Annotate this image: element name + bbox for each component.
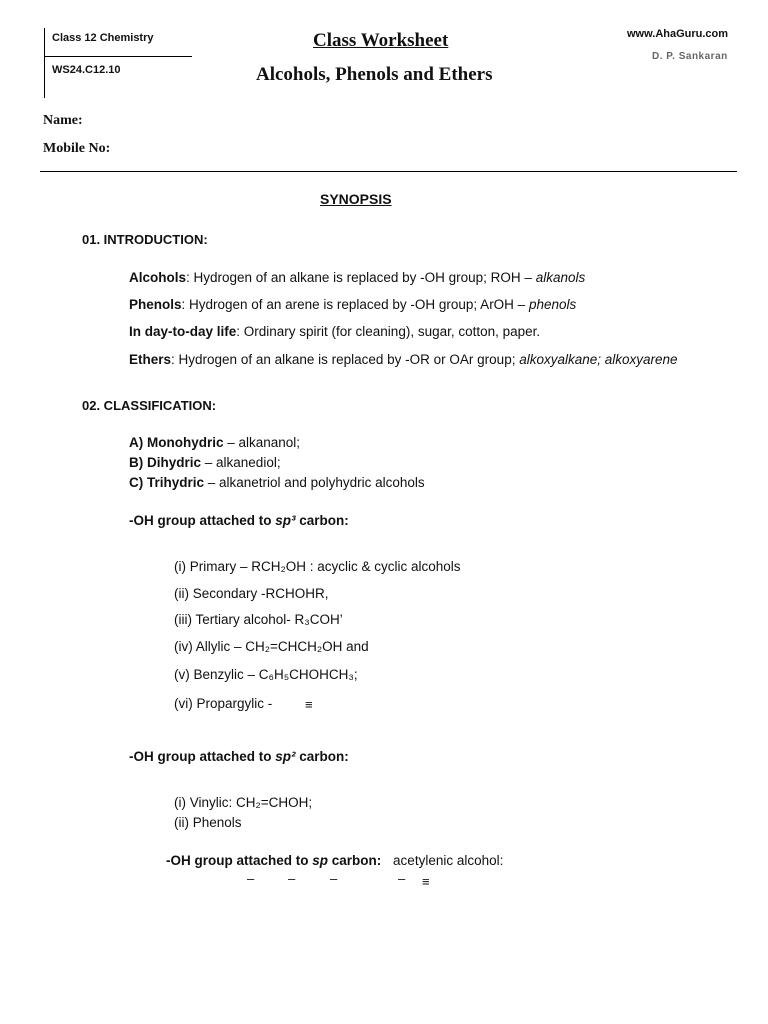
alcohols-term: Alcohols (129, 270, 187, 285)
di-term: B) Dihydric (129, 455, 202, 470)
sp-italic: sp (312, 853, 329, 868)
sp3-item-allylic: (iv) Allylic – CH₂=CHCH₂OH and (174, 639, 369, 654)
sp3-italic: sp³ (275, 513, 296, 528)
phenols-italic: phenols (528, 297, 577, 312)
tri-text: – alkanetriol and polyhydric alcohols (204, 475, 425, 490)
sp3-item-primary: (i) Primary – RCH₂OH : acyclic & cyclic alcohols (174, 559, 461, 574)
alcohols-text: : Hydrogen of an alkane is replaced by -OH group; ROH – (186, 270, 536, 285)
sp3-item-tertiary: (iii) Tertiary alcohol- R₃COH’ (174, 612, 343, 627)
sp2-italic: sp² (275, 749, 296, 764)
tri-term: C) Trihydric (129, 475, 205, 490)
triple-bond-symbol-2: ≡ (422, 874, 430, 889)
header-divider (40, 171, 737, 172)
sp2-item-phenols: (ii) Phenols (174, 815, 242, 830)
intro-alcohols-line (129, 270, 585, 285)
mono-text: – alkananol; (223, 435, 301, 450)
dash-symbol-1: – (247, 871, 255, 886)
name-field-label: Name: (43, 113, 83, 128)
ethers-term: Ethers (129, 352, 172, 367)
alcohols-italic: alkanols (535, 270, 586, 285)
mobile-field-label: Mobile No: (43, 141, 111, 156)
sp3-prefix: -OH group attached to (129, 513, 276, 528)
triple-bond-symbol: ≡ (305, 697, 313, 712)
worksheet-code: WS24.C12.10 (52, 64, 121, 76)
class-tri-line (129, 475, 425, 490)
sp-prefix: -OH group attached to (166, 853, 313, 868)
website-link[interactable]: www.AhaGuru.com (627, 28, 729, 40)
class-mono-line (129, 435, 300, 450)
intro-daily-line (129, 324, 540, 339)
dash-symbol-3: – (330, 871, 338, 886)
phenols-text: : Hydrogen of an arene is replaced by -OH group; ArOH – (181, 297, 529, 312)
class-di-line (129, 455, 281, 470)
daily-text: : Ordinary spirit (for cleaning), sugar, cotton, paper. (236, 324, 541, 339)
intro-heading: 01. INTRODUCTION: (82, 232, 208, 247)
classification-heading: 02. CLASSIFICATION: (82, 398, 217, 413)
page-title: Class Worksheet (313, 30, 449, 51)
di-text: – alkanediol; (201, 455, 281, 470)
sp3-item-propargylic: (vi) Propargylic - (174, 696, 273, 711)
ethers-text: : Hydrogen of an alkane is replaced by -OR or OAr group; (171, 352, 520, 367)
daily-term: In day-to-day life (129, 324, 237, 339)
sp-suffix: carbon: (328, 853, 382, 868)
ethers-italic: alkoxyalkane; alkoxyarene (519, 352, 678, 367)
dash-symbol-4: – (398, 871, 406, 886)
sp3-item-secondary: (ii) Secondary -RCHOHR, (174, 586, 329, 601)
intro-phenols-line (129, 297, 576, 312)
sp2-prefix: -OH group attached to (129, 749, 276, 764)
author-name: D. P. Sankaran (652, 51, 728, 62)
header-vertical-rule (44, 28, 45, 98)
sp3-heading (129, 513, 349, 528)
phenols-term: Phenols (129, 297, 182, 312)
sp3-suffix: carbon: (295, 513, 349, 528)
class-label: Class 12 Chemistry (52, 32, 154, 44)
dash-symbol-2: – (288, 871, 296, 886)
page-subtitle: Alcohols, Phenols and Ethers (256, 64, 493, 85)
sp-heading (166, 853, 503, 868)
sp2-heading (129, 749, 349, 764)
mono-term: A) Monohydric (129, 435, 224, 450)
intro-ethers-line (129, 352, 678, 367)
synopsis-heading: SYNOPSIS (320, 191, 392, 207)
header-horizontal-rule (44, 56, 192, 57)
sp2-item-vinylic: (i) Vinylic: CH₂=CHOH; (174, 795, 313, 810)
sp-text: acetylenic alcohol: (393, 853, 504, 868)
sp2-suffix: carbon: (295, 749, 349, 764)
sp3-item-benzylic: (v) Benzylic – C₆H₅CHOHCH₃; (174, 667, 358, 682)
